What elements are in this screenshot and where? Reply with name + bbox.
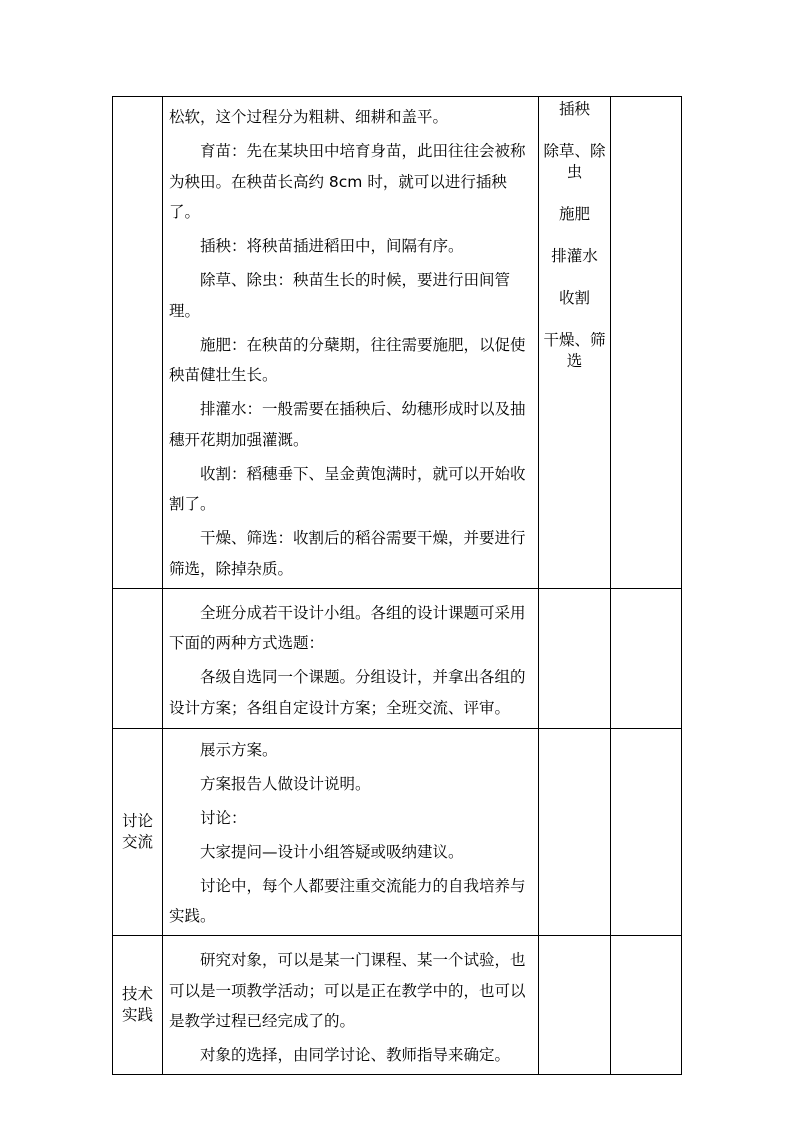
- paragraph: 展示方案。: [200, 740, 278, 759]
- paragraph: 大家提问—设计小组答疑或吸纳建议。: [200, 842, 464, 861]
- row-label-text: 讨论交流: [121, 811, 153, 851]
- paragraph: 施肥：在秧苗的分蘖期，往往需要施肥，以促使秧苗健壮生长。: [169, 335, 526, 384]
- row-label: [113, 97, 163, 589]
- step-item: 插秧: [558, 100, 590, 118]
- row-label: [113, 588, 163, 728]
- paragraph: 育苗：先在某块田中培育身苗，此田往往会被称为秧田。在秧苗长高约 8cm 时，就可以进行插秧了。: [169, 142, 526, 221]
- empty-cell: [611, 728, 682, 936]
- step-item: 排灌水: [551, 247, 598, 265]
- content-cell: [163, 936, 539, 1075]
- paragraph: 研究对象，可以是某一门课程、某一个试验，也可以是一项教学活动；可以是正在教学中的，也可以是教学过程已经完成了的。: [169, 951, 526, 1030]
- paragraph: 松软，这个过程分为粗耕、细耕和盖平。: [169, 108, 449, 126]
- row-label-text: 技术实践: [121, 985, 153, 1024]
- lesson-table: [112, 96, 682, 1075]
- empty-cell: [611, 97, 682, 589]
- paragraph: 各级自选同一个课题。分组设计，并拿出各组的设计方案；各组自定设计方案；全班交流、评审。: [169, 668, 526, 717]
- paragraph: 全班分成若干设计小组。各组的设计课题可采用下面的两种方式选题：: [169, 603, 526, 652]
- content-cell: [163, 97, 539, 589]
- step-item: 收割: [558, 289, 590, 307]
- paragraph: 干燥、筛选：收割后的稻谷需要干燥，并要进行筛选，除掉杂质。: [169, 529, 526, 578]
- table-row: [113, 728, 682, 936]
- step-summary-cell: [539, 97, 611, 589]
- content-cell: [163, 728, 539, 936]
- paragraph: 除草、除虫：秧苗生长的时候，要进行田间管理。: [169, 271, 511, 320]
- paragraph: 方案报告人做设计说明。: [200, 774, 371, 793]
- empty-cell: [539, 588, 611, 728]
- paragraph: 收割：稻穗垂下、呈金黄饱满时，就可以开始收割了。: [169, 464, 526, 513]
- row-label: [113, 936, 163, 1075]
- step-item: 施肥: [558, 205, 590, 223]
- empty-cell: [611, 588, 682, 728]
- content-cell: [163, 588, 539, 728]
- table-row: [113, 97, 682, 589]
- paragraph: 讨论中，每个人都要注重交流能力的自我培养与实践。: [169, 876, 526, 925]
- step-item: 除草、除虫: [543, 142, 606, 181]
- table-row: [113, 588, 682, 728]
- empty-cell: [611, 936, 682, 1075]
- table-row: [113, 936, 682, 1075]
- empty-cell: [539, 936, 611, 1075]
- row-label: [113, 728, 163, 936]
- step-item: 干燥、筛选: [543, 331, 606, 370]
- paragraph: 对象的选择，由同学讨论、教师指导来确定。: [200, 1046, 511, 1064]
- paragraph: 插秧：将秧苗插进稻田中，间隔有序。: [200, 237, 464, 255]
- empty-cell: [539, 728, 611, 936]
- paragraph: 排灌水：一般需要在插秧后、幼穗形成时以及抽穗开花期加强灌溉。: [169, 400, 526, 449]
- paragraph: 讨论：: [200, 808, 247, 827]
